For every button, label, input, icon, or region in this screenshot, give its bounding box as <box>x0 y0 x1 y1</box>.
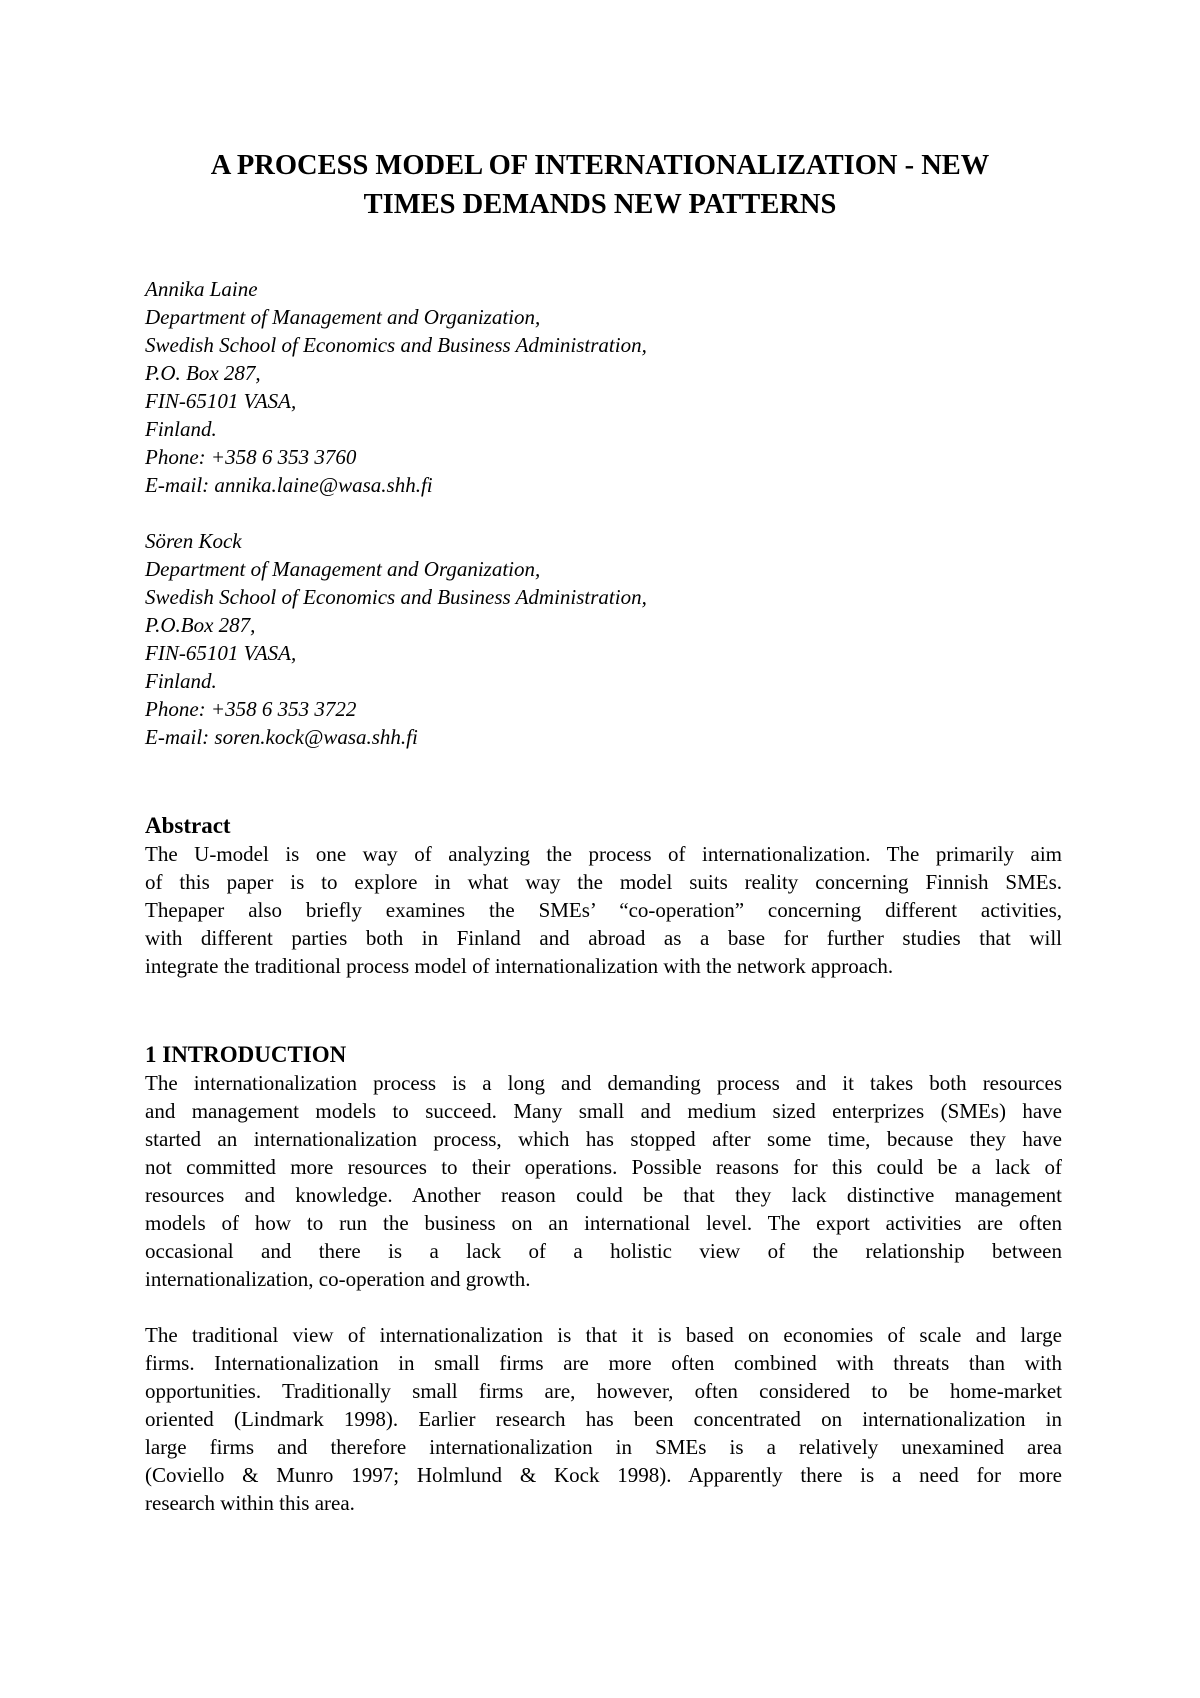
paragraph-line: firms. Internationalization in small firms are more often combined with threats than with <box>145 1351 1062 1375</box>
paper-title <box>140 146 1060 224</box>
author-country: Finland. <box>145 417 217 441</box>
paragraph-line: The internationalization process is a long and demanding process and it takes both resources <box>145 1071 1062 1095</box>
paragraph-line: research within this area. <box>145 1491 355 1515</box>
paragraph-line: opportunities. Traditionally small firms are, however, often considered to be home-market <box>145 1379 1062 1403</box>
paragraph-line: large firms and therefore internationalization in SMEs is a relatively unexamined area <box>145 1435 1062 1459</box>
author-school: Swedish School of Economics and Business Administration, <box>145 585 647 609</box>
author-po-box: P.O.Box 287, <box>145 613 256 637</box>
paragraph-line: resources and knowledge. Another reason could be that they lack distinctive management <box>145 1183 1062 1207</box>
paragraph-line: The traditional view of internationalization is that it is based on economies of scale and large <box>145 1323 1062 1347</box>
author-email: E-mail: soren.kock@wasa.shh.fi <box>145 725 418 749</box>
author-department: Department of Management and Organization, <box>145 305 541 329</box>
paragraph-line: occasional and there is a lack of a holistic view of the relationship between <box>145 1239 1062 1263</box>
abstract-line: with different parties both in Finland and abroad as a base for further studies that will <box>145 926 1062 950</box>
author-name: Sören Kock <box>145 529 242 553</box>
abstract-paragraph <box>145 840 1062 980</box>
abstract-heading: Abstract <box>145 813 231 838</box>
paragraph-line: not committed more resources to their operations. Possible reasons for this could be a lack of <box>145 1155 1062 1179</box>
introduction-paragraph-1 <box>145 1069 1062 1293</box>
introduction-paragraph-2 <box>145 1321 1062 1517</box>
author-email: E-mail: annika.laine@wasa.shh.fi <box>145 473 433 497</box>
author-block-laine <box>145 275 945 499</box>
author-department: Department of Management and Organization, <box>145 557 541 581</box>
author-po-box: P.O. Box 287, <box>145 361 261 385</box>
author-block-kock <box>145 527 945 751</box>
paragraph-line: (Coviello & Munro 1997; Holmlund & Kock 1998). Apparently there is a need for more <box>145 1463 1062 1487</box>
paragraph-line: internationalization, co-operation and growth. <box>145 1267 531 1291</box>
abstract-line: The U-model is one way of analyzing the process of internationalization. The primarily aim <box>145 842 1062 866</box>
author-phone: Phone: +358 6 353 3760 <box>145 445 357 469</box>
author-postcode-city: FIN-65101 VASA, <box>145 641 297 665</box>
title-line: TIMES DEMANDS NEW PATTERNS <box>363 189 837 220</box>
title-line: A PROCESS MODEL OF INTERNATIONALIZATION - NEW <box>210 150 990 181</box>
paragraph-line: oriented (Lindmark 1998). Earlier research has been concentrated on internationalization in <box>145 1407 1062 1431</box>
introduction-heading: 1 INTRODUCTION <box>145 1042 347 1067</box>
author-postcode-city: FIN-65101 VASA, <box>145 389 297 413</box>
author-phone: Phone: +358 6 353 3722 <box>145 697 357 721</box>
author-name: Annika Laine <box>145 277 258 301</box>
author-school: Swedish School of Economics and Business Administration, <box>145 333 647 357</box>
abstract-line: Thepaper also briefly examines the SMEs’ “co-operation” concerning different activities, <box>145 898 1062 922</box>
author-country: Finland. <box>145 669 217 693</box>
paragraph-line: models of how to run the business on an international level. The export activities are often <box>145 1211 1062 1235</box>
paragraph-line: started an internationalization process, which has stopped after some time, because they have <box>145 1127 1062 1151</box>
paragraph-line: and management models to succeed. Many small and medium sized enterprizes (SMEs) have <box>145 1099 1062 1123</box>
abstract-line: integrate the traditional process model of internationalization with the network approach. <box>145 954 894 978</box>
abstract-line: of this paper is to explore in what way the model suits reality concerning Finnish SMEs. <box>145 870 1062 894</box>
